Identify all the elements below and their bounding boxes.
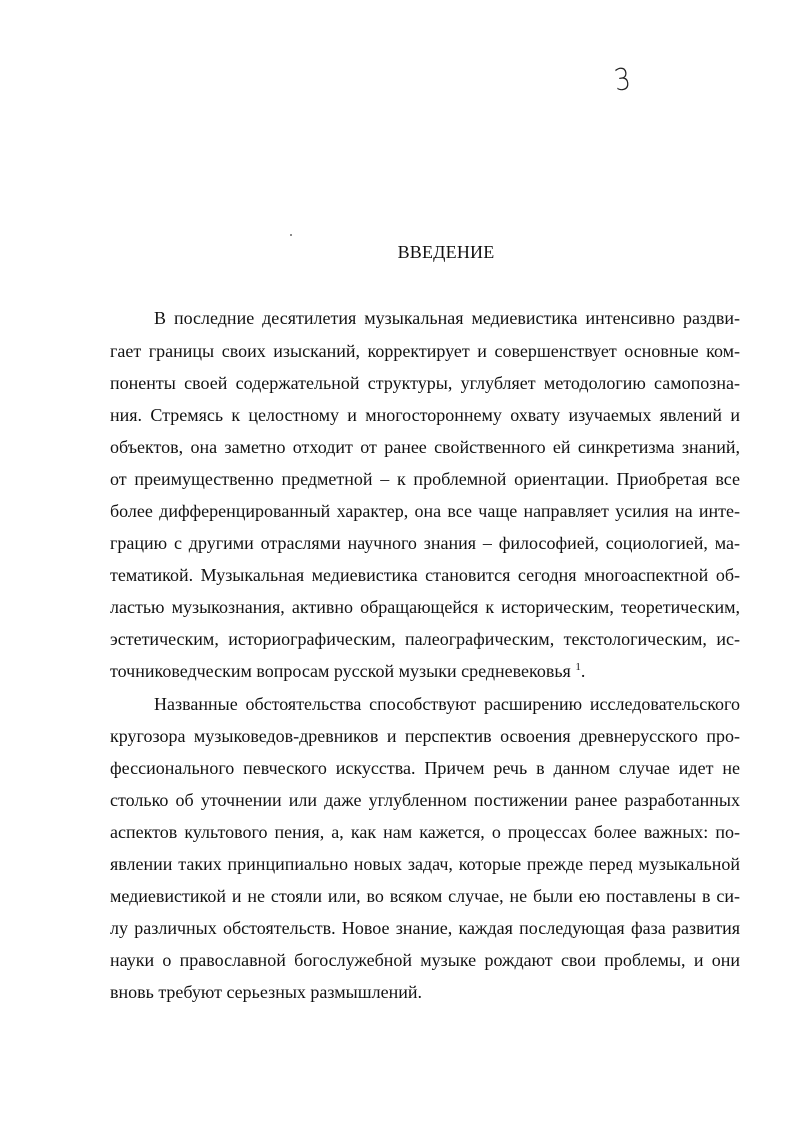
paragraph-line: науки о православной богослужебной музыке рождают свои проблемы, и они [110,950,740,970]
paragraph-line: В последние десятилетия музыкальная медиевистика интенсивно раздви- [154,308,740,328]
handwritten-page-number: 3 [612,61,633,99]
paragraph-line: поненты своей содержательной структуры, углубляет методологию самопозна- [110,373,740,393]
paragraph-line: Названные обстоятельства способствуют расширению исследовательского [154,694,740,714]
paragraph-line: грацию с другими отраслями научного знания – философией, социологией, ма- [110,533,740,553]
paragraph-line: объектов, она заметно отходит от ранее свойственного ей синкретизма знаний, [110,437,740,457]
scan-speck [290,234,292,236]
sentence-end: . [580,661,586,681]
paragraph-line: лу различных обстоятельств. Новое знание, каждая последующая фаза развития [110,918,740,938]
paragraph-line: медиевистикой и не стояли или, во всяком случае, не были ею поставлены в си- [110,886,740,906]
section-heading: ВВЕДЕНИЕ [397,242,495,262]
paragraph-line: кругозора музыковедов-древников и перспектив освоения древнерусского про- [110,726,740,746]
paragraph-line: столько об уточнении или даже углубленном постижении ранее разработанных [110,790,740,810]
paragraph-line: более дифференцированный характер, она все чаще направляет усилия на инте- [110,501,740,521]
paragraph-line-text: точниковедческим вопросам русской музыки средневековья [110,661,571,681]
paragraph-line: аспектов культового пения, а, как нам кажется, о процессах более важных: по- [110,822,740,842]
paragraph-line: от преимущественно предметной – к проблемной ориентации. Приобретая все [110,469,740,489]
paragraph-line: фессионального певческого искусства. Причем речь в данном случае идет не [110,758,740,778]
paragraph-line: вновь требуют серьезных размышлений. [110,982,422,1002]
footnote-marker: 1 [575,661,581,673]
paragraph-line [110,661,585,681]
paragraph-line: тематикой. Музыкальная медиевистика становится сегодня многоаспектной об- [110,565,740,585]
paragraph-line: ластью музыкознания, активно обращающейся к историческим, теоретическим, [110,597,740,617]
paragraph-line: эстетическим, историографическим, палеографическим, текстологическим, ис- [110,629,740,649]
paragraph-line: явлении таких принципиально новых задач, которые прежде перед музыкальной [110,854,740,874]
paragraph-line: гает границы своих изысканий, корректирует и совершенствует основные ком- [110,341,740,361]
paragraph-line: ния. Стремясь к целостному и многостороннему охвату изучаемых явлений и [110,405,740,425]
